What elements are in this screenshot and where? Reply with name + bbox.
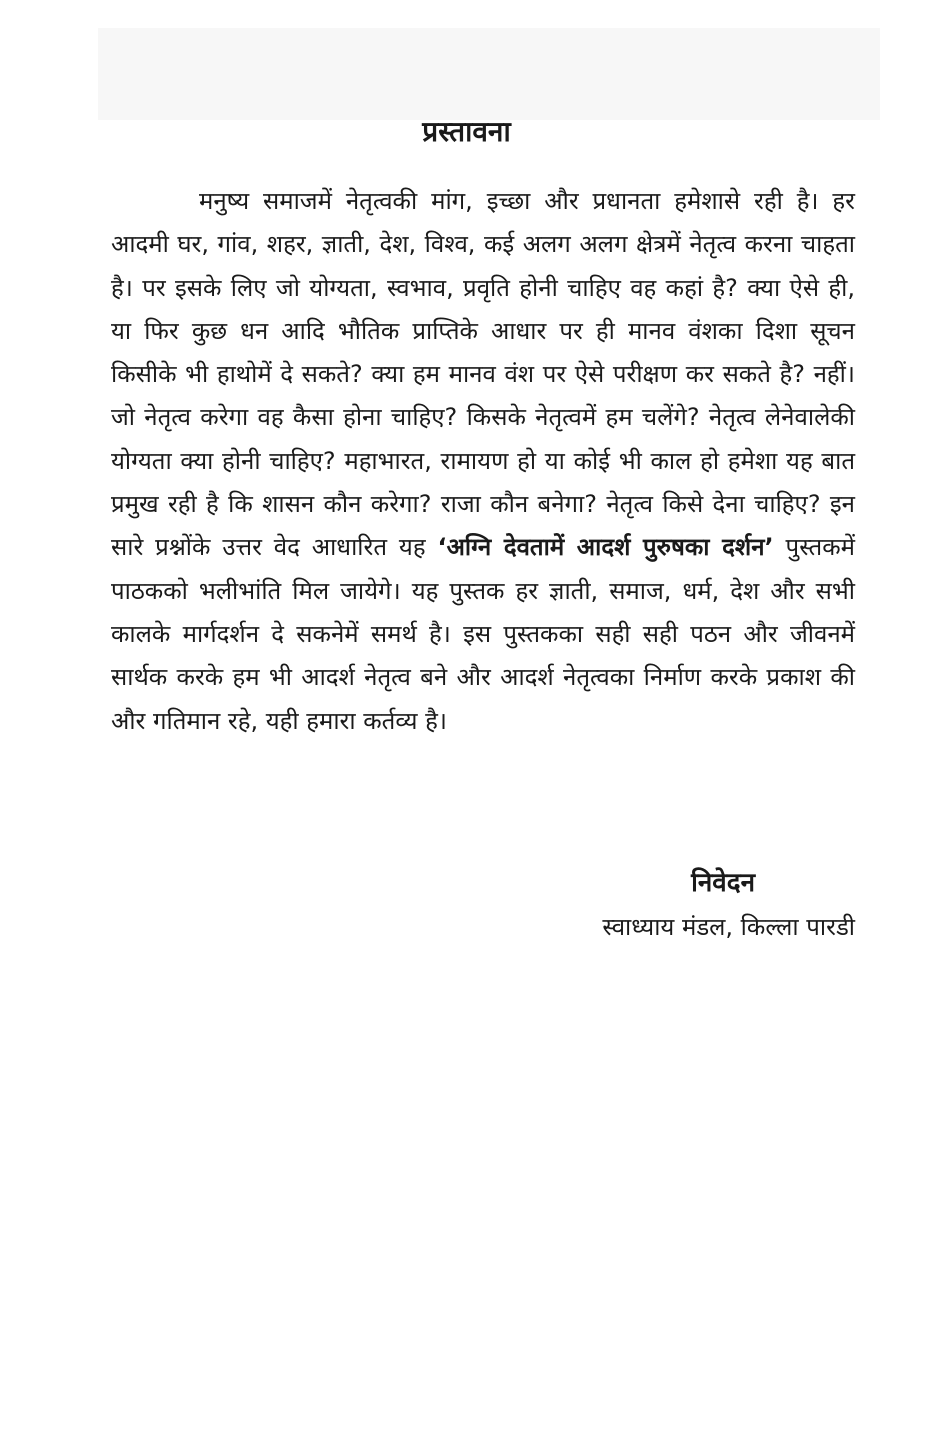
signoff-block [602, 862, 855, 948]
signoff-heading: निवेदन [691, 868, 755, 898]
preface-paragraph [111, 180, 855, 743]
signoff-organization: स्वाध्याय मंडल, किल्ला पारडी [602, 913, 855, 941]
preface-text-part-2: पुस्तकमें पाठकको भलीभांति मिल जायेगे। यह पुस्तक हर ज्ञाती, समाज, धर्म, देश और सभी कालके मार्गदर्शन दे सकनेमें समर्थ है। इस पुस्तकका सही सही पठन और जीवनमें सार्थक करके हम भी आदर्श नेतृत्व बने और आदर्श नेतृत्वका निर्माण करके प्रकाश की और गतिमान रहे, यही हमारा कर्तव्य है। [111, 533, 855, 735]
page-title: प्रस्तावना [422, 115, 511, 148]
book-title: ‘अग्नि देवतामें आदर्श पुरुषका दर्शन’ [437, 533, 774, 562]
page-header-band [98, 28, 880, 120]
preface-text-part-1: मनुष्य समाजमें नेतृत्वकी मांग, इच्छा और प्रधानता हमेशासे रही है। हर आदमी घर, गांव, शहर, ज्ञाती, देश, विश्व, कई अलग अलग क्षेत्रमें नेतृत्व करना चाहता है। पर इसके लिए जो योग्यता, स्वभाव, प्रवृति होनी चाहिए वह कहां है? क्या ऐसे ही, या फिर कुछ धन आदि भौतिक प्राप्तिके आधार पर ही मानव वंशका दिशा सूचन किसीके भी हाथोमें दे सकते? क्या हम मानव वंश पर ऐसे परीक्षण कर सकते है? नहीं। जो नेतृत्व करेगा वह कैसा होना चाहिए? किसके नेतृत्वमें हम चलेंगे? नेतृत्व लेनेवालेकी योग्यता क्या होनी चाहिए? महाभारत, रामायण हो या कोई भी काल हो हमेशा यह बात प्रमुख रही है कि शासन कौन करेगा? राजा कौन बनेगा? नेतृत्व किसे देना चाहिए? इन सारे प्रश्नोंके उत्तर वेद आधारित यह [111, 187, 855, 562]
